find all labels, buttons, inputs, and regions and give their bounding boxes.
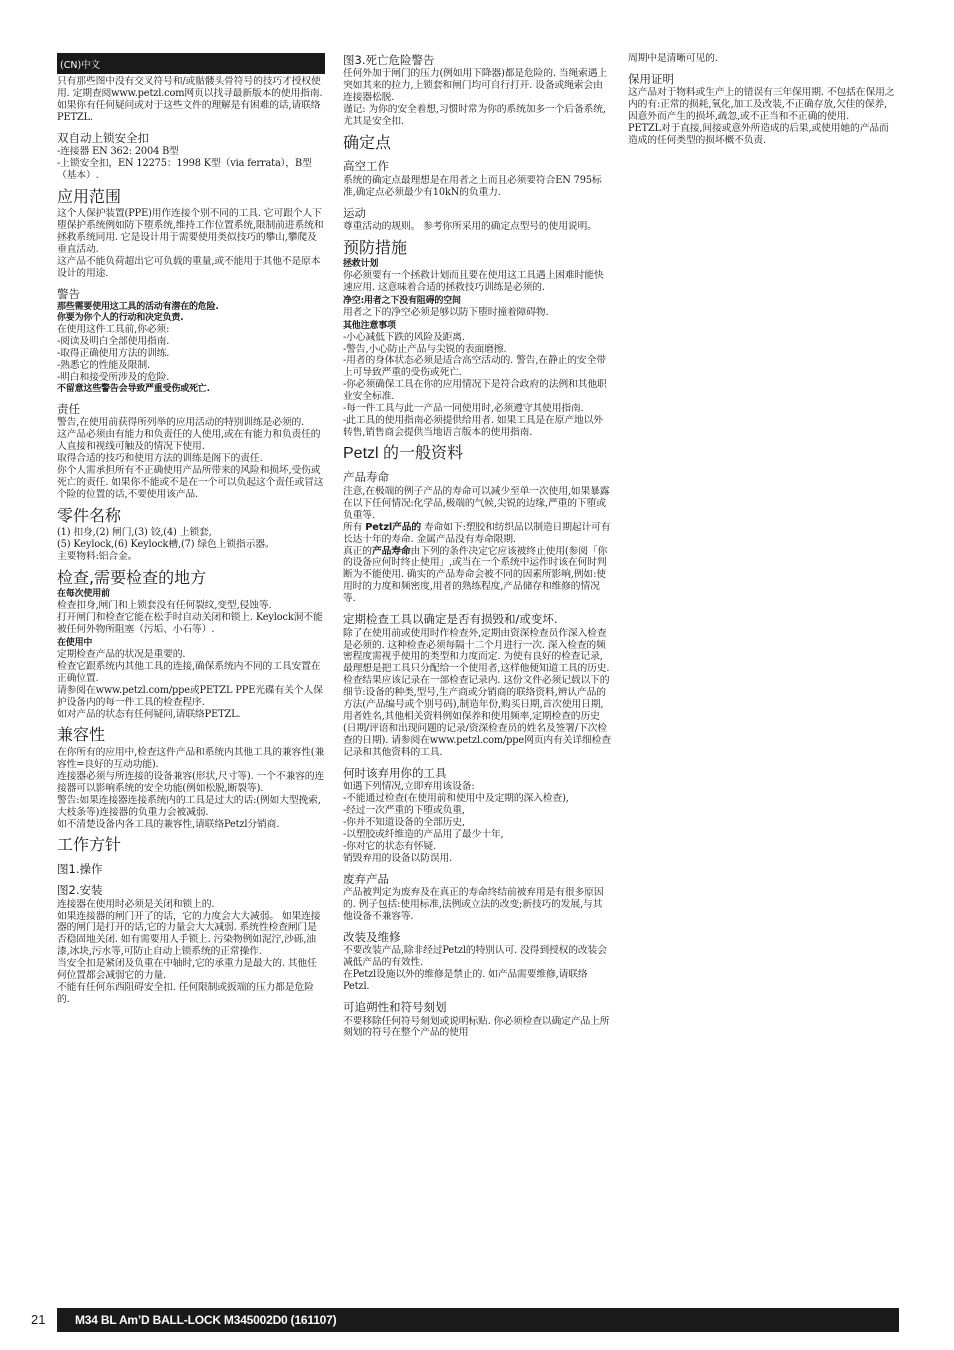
scope-paragraph: 这产品不能负荷超出它可负载的重量,或不能用于其他不是原本设计的用途.	[57, 256, 321, 280]
modification-paragraph: 不要改装产品,除非经过Petzl的特别认可. 没得到授权的改装会减低产品的有效性.	[343, 945, 607, 969]
periodic-inspection-paragraph: 除了在使用前或使用时作检查外,定期由资深检查员作深入检查是必须的. 这种检查必须每隔十二个月进行一次. 深入检查的频密程度需视乎使用的类型和力度而定. 为使有良好的检查记录,最理想是把工具只分配给一个使用者,这样他便知道工具的历史. 检查结果应该记录在一部检查记录内. 这份文件必须记载以下的细节:设备的种类,型号,生产商或分销商的联络资料,辨认产品的方法(产品编号或个别号码),制造年份,购买日期,首次使用日期,用者姓名,其他相关资料例如保养和使用频率,定期检查的历史(日期/评语和出现问题的记录/资深检查员的姓名及签署/下次检查的日期). 请参阅在www.petzl.com/ppe网页内有关详细检查记录和其他资料的工具.	[343, 627, 611, 758]
column-2	[343, 53, 611, 1039]
text-run: 真正的	[343, 545, 372, 557]
intro-paragraph: 如果你有任何疑问或对于这些文件的理解是有困难的话,请联络PETZL.	[57, 99, 321, 123]
double-lock-line: -连接器 EN 362: 2004 B型	[57, 146, 179, 158]
precautions-subheading: 拯救计划	[343, 259, 379, 270]
warning-line: 在使用这件工具前,你必须:	[57, 324, 170, 336]
warning-line: -明白和接受所涉及的危险.	[57, 372, 170, 384]
figure-3-paragraph: 谨记: 为你的安全着想,习惯时常为你的系统加多一个后备系统,尤其是安全扣.	[343, 104, 606, 128]
inspection-paragraph: 检查扣身,闸门和上锁套没有任何裂纹,变型,侵蚀等.	[57, 600, 272, 612]
warranty-paragraph: 这产品对于物料或生产上的错误有三年保用期. 不包括在保用之内的有:正常的损耗,氧化,加工及改装,不正确存放,欠佳的保养,因意外而产生的损坏,疏忽,或不正当和不正确的使用.	[628, 87, 895, 123]
modification-heading: 改装及维修	[343, 930, 401, 944]
inspection-paragraph: 定期检查产品的状况是重要的.	[57, 648, 186, 660]
product-life-heading: 产品寿命	[343, 470, 389, 485]
precautions-line: -小心减低下跌的风险及距离.	[343, 331, 465, 343]
precautions-line: -每一件工具与此一产品一同使用时,必须遵守其使用指南.	[343, 403, 584, 415]
warning-bold-line: 不留意这些警告会导致严重受伤或死亡.	[57, 383, 210, 394]
intro-paragraph: 只有那些图中没有交叉符号和/或骷髅头骨符号的技巧才授权使用. 定期查阅www.petzl.com网页以找寻最新版本的使用指南.	[57, 76, 323, 99]
column-1	[57, 53, 325, 1006]
anchor-paragraph: 系统的确定点最理想是在用者之上而且必须要符合EN 795标准,确定点必须最少有10kN的负重力.	[343, 174, 602, 198]
warning-heading: 警告	[57, 286, 80, 301]
responsibility-paragraph: 你个人需承担所有不正确使用产品所带来的风险和损坏,受伤或死亡的责任. 如果你不能或不是在一个可以负起这个责任或冒这个险的位置的话,不要使用该产品.	[57, 465, 324, 500]
inspection-subheading: 在每次使用前	[57, 589, 110, 600]
retire-line: -你并不知道设备的全部历史,	[343, 817, 465, 829]
page-footer	[0, 1308, 954, 1332]
column-3	[628, 53, 896, 147]
figure-2-caption: 图2.安装	[57, 883, 103, 898]
precautions-subheading: 净空:用者之下没有阻碍的空间	[343, 296, 461, 307]
compat-paragraph: 在你所有的应用中,检查这件产品和系统内其他工具的兼容性(兼容性=良好的互动功能).	[57, 746, 325, 770]
warning-line: -阅读及明白全部使用指南.	[57, 336, 170, 348]
product-life-paragraph	[343, 522, 611, 546]
inspection-paragraph: 请参阅在www.petzl.com/ppe或PETZL PPE光碟有关个人保护设备内的每一件工具的检查程序.	[57, 684, 323, 708]
precautions-paragraph: 用者之下的净空必须是够以防下堕时撞着障碍物.	[343, 306, 549, 318]
warning-line: -取得正确使用方法的训练.	[57, 348, 170, 360]
compat-paragraph: 警告:如果连接器连接系统内的工具是过大的话:(例如大型挽索,大枝条等)连接器的负重力会被减弱.	[57, 794, 321, 818]
inspection-paragraph: 检查它跟系统内其他工具的连接,确保系统内不同的工具安置在正确位置.	[57, 660, 321, 684]
responsibility-paragraph: 警告,在使用前获得所列举的应用活动的特别训练是必须的.	[57, 417, 305, 429]
text-run: 寿命如下:塑胶和纺织品以制造日期起计可有长达十年的寿命. 金属产品没有寿命限期.	[343, 521, 611, 545]
language-label: (CN)中文	[57, 53, 325, 74]
obsolete-paragraph: 产品被判定为废弃及在真正的寿命终结前被弃用是有很多原因的. 例子包括:使用标准,法例或立法的改变;新技巧的发展,与其他设备不兼容等.	[343, 887, 604, 923]
precautions-paragraph: 你必须要有一个拯救计划而且要在使用这工具遇上困难时能快速应用. 这意味着合适的拯救技巧训练是必须的.	[343, 270, 604, 294]
precautions-line: -警告,小心防止产品与尖锐的表面磨擦.	[343, 343, 507, 355]
figure-3-paragraph: 任何外加于闸门的压力(例如用下降器)都是危险的. 当绳索遇上突如其来的拉力,上锁套和闸门均可自行打开. 设备或绳索会由连接器松脱.	[343, 68, 608, 104]
retire-line: -你对它的状态有怀疑.	[343, 840, 436, 852]
parts-line: 主要物料:铝合金。	[57, 551, 138, 563]
responsibility-paragraph: 取得合适的技巧和使用方法的训练是阁下的责任.	[57, 453, 263, 465]
inspection-heading: 检查,需要检查的地方	[57, 568, 207, 588]
warranty-paragraph: PETZL对于直接,间接或意外所造成的后果,或使用她的产品而造成的任何类型的损坏概不负责.	[628, 123, 889, 147]
traceability-continued: 周期中是清晰可见的.	[628, 53, 718, 64]
precautions-subheading: 其他注意事项	[343, 320, 396, 331]
anchor-heading: 确定点	[343, 133, 392, 153]
retire-line: -经过一次严重的下堕或负重,	[343, 805, 465, 817]
retire-line: -不能通过检查(在使用前和使用中及定期的深入检查),	[343, 793, 569, 805]
scope-paragraph: 这个人保护装置(PPE)用作连接个别不同的工具. 它可跟个人下堕保护系统例如防下堕系统,维持工作位置系统,限制前进系统和拯救系统同用. 它是设计用于需要使用类似技巧的攀山,攀爬及垂直活动.	[57, 208, 324, 256]
working-heading: 工作方针	[57, 835, 122, 855]
warning-line: -熟悉它的性能及限制.	[57, 360, 150, 372]
scope-heading: 应用范围	[57, 186, 122, 206]
text-run: 所有	[343, 521, 366, 533]
anchor-subheading: 高空工作	[343, 159, 389, 174]
figure-2-paragraph: 连接器在使用时必须是关闭和锁上的.	[57, 898, 215, 910]
compat-paragraph: 连接器必须与所连接的设备兼容(形状,尺寸等). 一个不兼容的连接器可以影响系统的安全功能(例如松脱,断裂等).	[57, 770, 325, 794]
double-lock-heading: 双自动上锁安全扣	[57, 130, 149, 145]
anchor-paragraph: 尊重活动的规则。 参考你所采用的确定点型号的使用说明。	[343, 221, 597, 233]
figure-3-caption: 图3.死亡危险警告	[343, 53, 435, 67]
compat-paragraph: 如不清楚设备内各工具的兼容性,请联络Petzl分销商.	[57, 818, 280, 830]
double-lock-line: -上锁安全扣，EN 12275：1998 K型（via ferrata），B型（基本）.	[57, 158, 312, 181]
page-number: 21	[31, 1312, 46, 1327]
retire-line: 如遇下列情况,立即弃用该设备:	[343, 781, 475, 793]
retire-line: 销毁弃用的设备以防误用.	[343, 852, 453, 864]
parts-heading: 零件名称	[57, 505, 122, 525]
inspection-paragraph: 打开闸门和检查它能在松手时自动关闭和锁上. Keylock洞不能被任何外物所阻塞（污垢、小石等）.	[57, 612, 323, 636]
general-heading: Petzl 的一般资料	[343, 445, 464, 463]
inspection-paragraph: 如对产品的状态有任何疑问,请联络PETZL.	[57, 708, 241, 720]
warranty-heading: 保用证明	[628, 71, 674, 86]
figure-2-paragraph: 如果连接器的闸门开了的话，它的力度会大大减弱。 如果连接器的闸门是打开的话,它的力量会大大减弱. 系统性检查闸门是否稳固地关闭. 如有需要用人手锁上. 污染物例如泥泞,沙砾,油漆,冰块,污水等,可防止自动上锁系统的正常操作.	[57, 910, 321, 958]
traceability-paragraph: 不要移除任何符号刻划或说明标贴. 你必须检查以确定产品上所刻划的符号在整个产品的使用	[343, 1015, 610, 1039]
figure-1-caption: 图1.操作	[57, 861, 103, 876]
text-run: 由下列的条件决定它应该被终止使用(参阅「你的设备应何时终止使用」,或当在一个系统中运作时该在何时判断为不能使用. 确实的产品寿命会被不同的因素所影响,例如:使用时的力度和频密度,用者的熟练程度,产品储存和维修的情况等.	[343, 545, 608, 605]
precautions-line: -用者的身体状态必须是适合高空活动的. 警告,在静止的安全带上可导致严重的受伤或死亡.	[343, 355, 606, 379]
bold-run: Petzl产品的	[365, 521, 422, 533]
compat-heading: 兼容性	[57, 725, 106, 745]
responsibility-paragraph: 这产品必须由有能力和负责任的人使用,或在有能力和负责任的人直接和视线可触及的情况下使用.	[57, 429, 321, 453]
inspection-subheading: 在使用中	[57, 638, 93, 649]
product-life-paragraph	[343, 546, 611, 606]
parts-line: (5) Keylock,(6) Keylock槽,(7) 绿色上锁指示器。	[57, 539, 275, 551]
figure-2-paragraph: 不能有任何东西阻碍安全扣. 任何限制或扳端的压力都是危险的.	[57, 982, 314, 1006]
precautions-line: -你必须确保工具在你的应用情况下是符合政府的法例和其他职业安全标准.	[343, 379, 607, 403]
bold-run: 产品寿命	[371, 545, 411, 557]
product-life-paragraph: 注意,在极端的例子产品的寿命可以减少至单一次使用,如果暴露在以下任何情况:化学品,极端的气候,尖锐的边缘,严重的下堕或负重等.	[343, 485, 610, 521]
responsibility-heading: 责任	[57, 401, 80, 416]
warning-bold-line: 你要为你个人的行动和决定负责.	[57, 313, 184, 324]
warning-bold-line: 那些需要使用这工具的活动有潜在的危险.	[57, 302, 219, 313]
precautions-heading: 预防措施	[343, 238, 408, 258]
periodic-inspection-heading: 定期检查工具以确定是否有损毁和/或变坏.	[343, 612, 558, 627]
retire-heading: 何时该弃用你的工具	[343, 765, 447, 780]
retire-line: -以塑胶或纤维造的产品用了最少十年,	[343, 829, 504, 840]
modification-paragraph: 在Petzl设施以外的维修是禁止的. 如产品需要维修,请联络Petzl.	[343, 969, 588, 993]
anchor-subheading: 运动	[343, 205, 366, 220]
document-reference: M34 BL Am’D BALL-LOCK M345002D0 (161107)	[75, 1313, 337, 1327]
traceability-heading: 可追朔性和符号刻划	[343, 1000, 447, 1015]
figure-2-paragraph: 当安全扣是紧闭及负重在中轴时,它的承重力是最大的. 其他任何位置都会减弱它的力量.	[57, 958, 317, 982]
parts-line: (1) 扣身,(2) 闸门,(3) 铰,(4) 上锁套,	[57, 527, 212, 539]
obsolete-heading: 废弃产品	[343, 871, 389, 886]
precautions-line: -此工具的使用指南必须提供给用者. 如果工具是在原产地以外转售,销售商会提供当地语言版本的使用指南.	[343, 415, 603, 439]
